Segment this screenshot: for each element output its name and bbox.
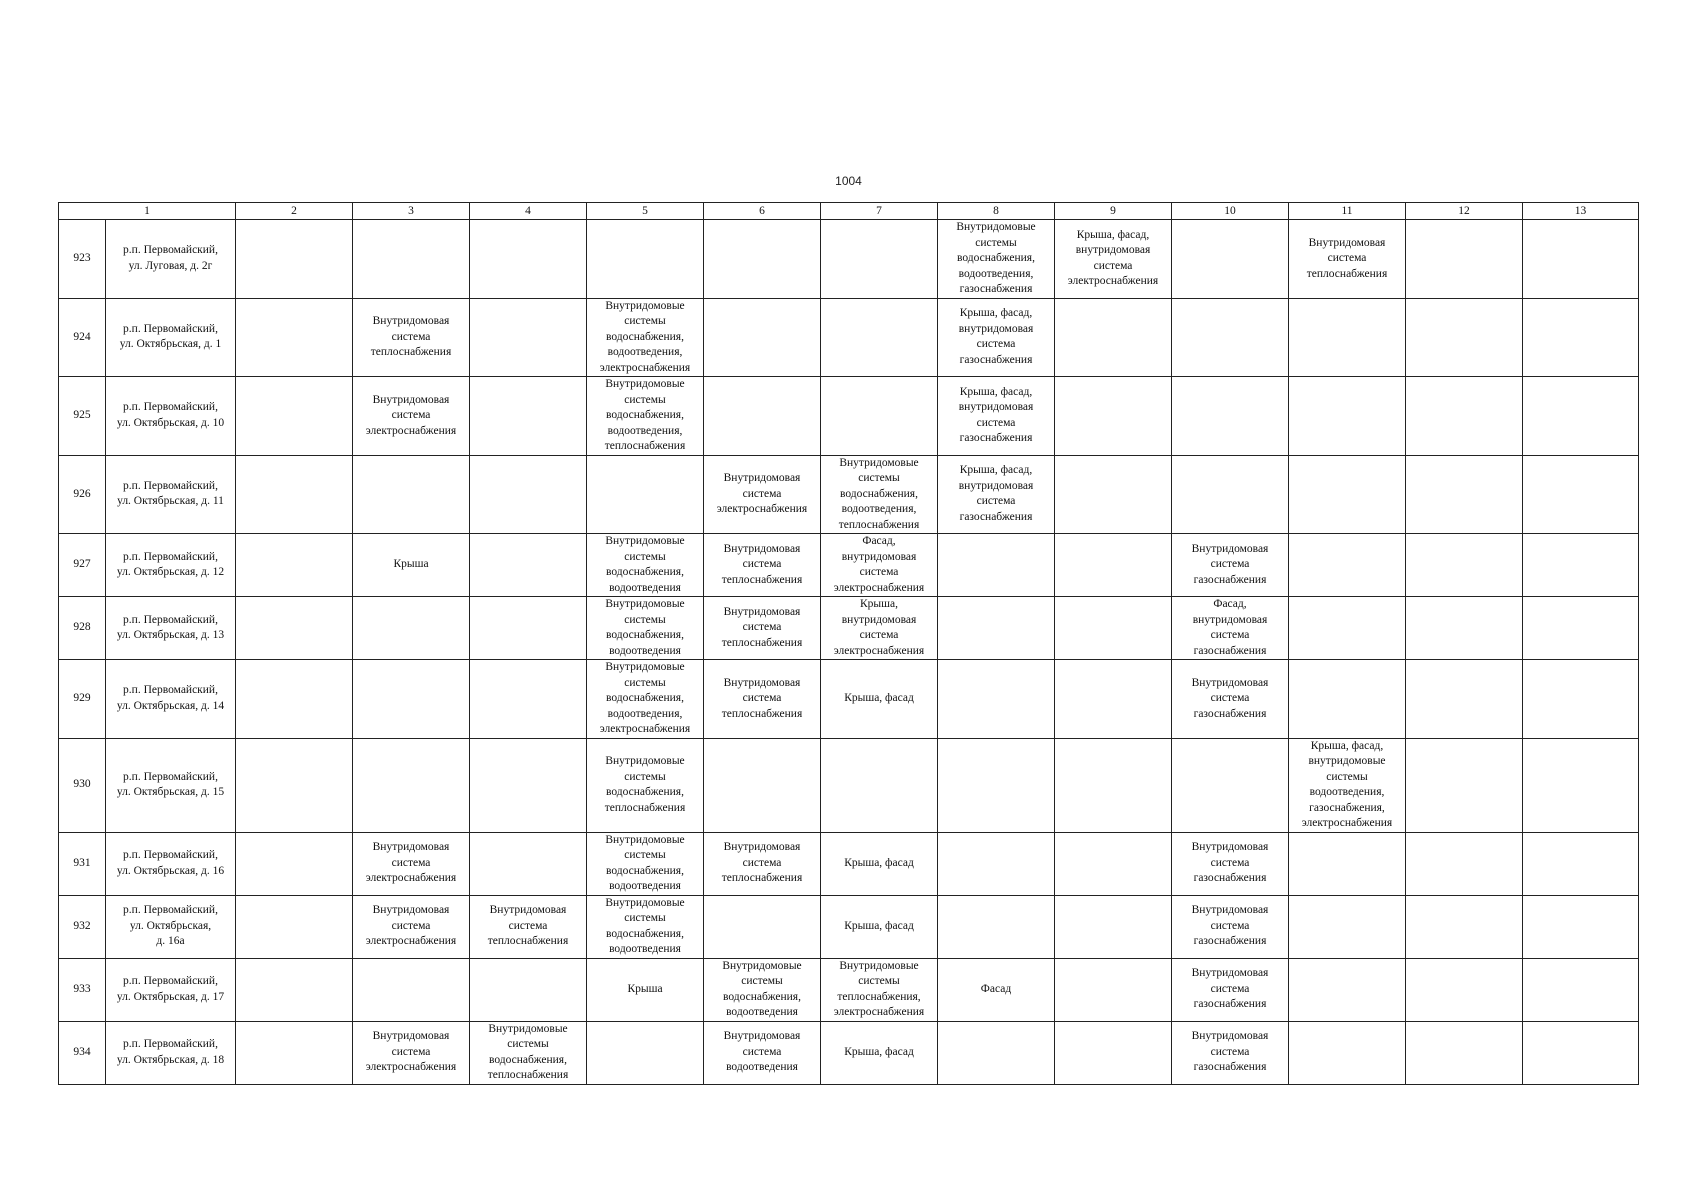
- table-cell: [1172, 220, 1289, 299]
- table-cell: [1406, 220, 1523, 299]
- table-row: [59, 738, 1639, 832]
- row-number: 929: [59, 660, 106, 739]
- table-cell: [1523, 534, 1639, 597]
- table-cell: [353, 660, 470, 739]
- table-cell: [1055, 534, 1172, 597]
- table-cell: [1289, 298, 1406, 377]
- table-cell: [1406, 832, 1523, 895]
- column-header: 7: [821, 203, 938, 220]
- table-cell: Внутридомовая система газоснабжения: [1172, 895, 1289, 958]
- table-cell: [1289, 534, 1406, 597]
- table-cell: Внутридомовая система электроснабжения: [704, 455, 821, 534]
- table-cell: [236, 1021, 353, 1084]
- table-cell: [704, 895, 821, 958]
- table-cell: Внутридомовые системы теплоснабжения, электроснабжения: [821, 958, 938, 1021]
- row-number: 934: [59, 1021, 106, 1084]
- table-cell: Крыша, фасад, внутридомовая система электроснабжения: [1055, 220, 1172, 299]
- table-cell: [470, 958, 587, 1021]
- table-cell: Крыша, фасад: [821, 1021, 938, 1084]
- table-cell: Внутридомовые системы водоснабжения, водоотведения: [587, 832, 704, 895]
- table-cell: [1523, 597, 1639, 660]
- table-cell: [938, 738, 1055, 832]
- table-cell: Внутридомовая система газоснабжения: [1172, 958, 1289, 1021]
- table-cell: Крыша, фасад: [821, 832, 938, 895]
- column-header: 1: [59, 203, 236, 220]
- table-cell: [470, 455, 587, 534]
- table-cell: [1523, 738, 1639, 832]
- row-number: 923: [59, 220, 106, 299]
- table-cell: [938, 895, 1055, 958]
- table-cell: Внутридомовые системы водоснабжения, водоотведения: [704, 958, 821, 1021]
- table-cell: [938, 597, 1055, 660]
- table-cell: [1406, 298, 1523, 377]
- table-cell: [236, 660, 353, 739]
- table-cell: Внутридомовые системы водоснабжения, водоотведения, газоснабжения: [938, 220, 1055, 299]
- table-cell: [1406, 958, 1523, 1021]
- table-cell: [821, 298, 938, 377]
- address-cell: р.п. Первомайский, ул. Октябрьская, д. 15: [106, 738, 236, 832]
- table-cell: [1406, 534, 1523, 597]
- table-cell: [1523, 1021, 1639, 1084]
- column-header: 3: [353, 203, 470, 220]
- address-cell: р.п. Первомайский, ул. Октябрьская, д. 16: [106, 832, 236, 895]
- table-cell: [236, 958, 353, 1021]
- table-cell: [1523, 958, 1639, 1021]
- table-cell: Крыша, фасад, внутридомовая система газоснабжения: [938, 298, 1055, 377]
- table-cell: Внутридомовая система теплоснабжения: [704, 597, 821, 660]
- table-cell: Фасад, внутридомовая система электроснабжения: [821, 534, 938, 597]
- table-cell: Внутридомовые системы водоснабжения, водоотведения: [587, 597, 704, 660]
- table-cell: Внутридомовая система теплоснабжения: [353, 298, 470, 377]
- table-cell: [236, 832, 353, 895]
- table-cell: [236, 220, 353, 299]
- table-cell: [236, 298, 353, 377]
- column-header: 8: [938, 203, 1055, 220]
- table-cell: [353, 455, 470, 534]
- table-cell: [353, 958, 470, 1021]
- table-cell: [1406, 738, 1523, 832]
- table-cell: [1055, 298, 1172, 377]
- table-cell: [1055, 832, 1172, 895]
- column-header: 5: [587, 203, 704, 220]
- table-cell: [587, 220, 704, 299]
- table-cell: Крыша, внутридомовая система электроснабжения: [821, 597, 938, 660]
- table-cell: [1172, 377, 1289, 456]
- table-row: [59, 660, 1639, 739]
- repair-schedule-table: [58, 202, 1639, 1085]
- address-cell: р.п. Первомайский, ул. Октябрьская, д. 14: [106, 660, 236, 739]
- table-cell: [1055, 455, 1172, 534]
- table-cell: [1055, 597, 1172, 660]
- table-cell: Внутридомовая система теплоснабжения: [704, 534, 821, 597]
- table-cell: [1289, 377, 1406, 456]
- table-cell: Внутридомовая система газоснабжения: [1172, 534, 1289, 597]
- table-cell: [1055, 958, 1172, 1021]
- table-cell: [1523, 220, 1639, 299]
- table-cell: [1406, 895, 1523, 958]
- table-row: [59, 220, 1639, 299]
- table-cell: [1523, 298, 1639, 377]
- table-cell: Внутридомовая система электроснабжения: [353, 1021, 470, 1084]
- table-cell: Внутридомовая система водоотведения: [704, 1021, 821, 1084]
- table-cell: Внутридомовая система теплоснабжения: [470, 895, 587, 958]
- table-cell: [236, 895, 353, 958]
- table-cell: Крыша, фасад: [821, 895, 938, 958]
- table-row: [59, 832, 1639, 895]
- table-cell: [1289, 597, 1406, 660]
- table-cell: Внутридомовая система теплоснабжения: [704, 660, 821, 739]
- column-header: 10: [1172, 203, 1289, 220]
- table-cell: Внутридомовые системы водоснабжения, теплоснабжения: [470, 1021, 587, 1084]
- table-cell: [236, 534, 353, 597]
- table-cell: [470, 220, 587, 299]
- table-cell: Крыша, фасад: [821, 660, 938, 739]
- table-cell: [470, 738, 587, 832]
- column-header: 11: [1289, 203, 1406, 220]
- row-number: 928: [59, 597, 106, 660]
- table-cell: Фасад: [938, 958, 1055, 1021]
- table-cell: [1406, 1021, 1523, 1084]
- table-cell: Внутридомовая система газоснабжения: [1172, 660, 1289, 739]
- address-cell: р.п. Первомайский, ул. Октябрьская, д. 10: [106, 377, 236, 456]
- table-cell: [1289, 958, 1406, 1021]
- table-cell: Внутридомовая система электроснабжения: [353, 377, 470, 456]
- table-cell: [1289, 1021, 1406, 1084]
- table-cell: [821, 220, 938, 299]
- table-cell: Внутридомовые системы водоснабжения, водоотведения: [587, 895, 704, 958]
- table-cell: [587, 1021, 704, 1084]
- table-cell: [821, 377, 938, 456]
- address-cell: р.п. Первомайский, ул. Октябрьская, д. 11: [106, 455, 236, 534]
- table-cell: [1289, 660, 1406, 739]
- table-cell: Внутридомовые системы водоснабжения, водоотведения: [587, 534, 704, 597]
- table-cell: Фасад, внутридомовая система газоснабжения: [1172, 597, 1289, 660]
- table-cell: [236, 377, 353, 456]
- table-cell: [1055, 895, 1172, 958]
- table-cell: [1289, 895, 1406, 958]
- table-cell: [353, 220, 470, 299]
- table-cell: [1523, 377, 1639, 456]
- address-cell: р.п. Первомайский, ул. Октябрьская, д. 17: [106, 958, 236, 1021]
- table-cell: Внутридомовая система теплоснабжения: [704, 832, 821, 895]
- table-row: [59, 895, 1639, 958]
- table-cell: [938, 660, 1055, 739]
- column-header: 2: [236, 203, 353, 220]
- table-cell: Внутридомовая система теплоснабжения: [1289, 220, 1406, 299]
- table-cell: Внутридомовые системы водоснабжения, водоотведения, теплоснабжения: [821, 455, 938, 534]
- table-cell: [1523, 895, 1639, 958]
- table-cell: [938, 1021, 1055, 1084]
- row-number: 931: [59, 832, 106, 895]
- row-number: 926: [59, 455, 106, 534]
- table-cell: Крыша, фасад, внутридомовая система газоснабжения: [938, 455, 1055, 534]
- address-cell: р.п. Первомайский, ул. Октябрьская, д. 16а: [106, 895, 236, 958]
- table-cell: [470, 832, 587, 895]
- table-cell: Внутридомовые системы водоснабжения, теплоснабжения: [587, 738, 704, 832]
- row-number: 927: [59, 534, 106, 597]
- table-row: [59, 534, 1639, 597]
- table-cell: [704, 220, 821, 299]
- table-cell: [1406, 455, 1523, 534]
- table-cell: Внутридомовые системы водоснабжения, водоотведения, электроснабжения: [587, 298, 704, 377]
- page-number: 1004: [835, 174, 862, 188]
- address-cell: р.п. Первомайский, ул. Октябрьская, д. 12: [106, 534, 236, 597]
- row-number: 925: [59, 377, 106, 456]
- table-cell: [1406, 660, 1523, 739]
- table-cell: Внутридомовые системы водоснабжения, водоотведения, электроснабжения: [587, 660, 704, 739]
- table-cell: [1055, 660, 1172, 739]
- row-number: 924: [59, 298, 106, 377]
- table-cell: [1523, 660, 1639, 739]
- table-cell: [821, 738, 938, 832]
- address-cell: р.п. Первомайский, ул. Октябрьская, д. 13: [106, 597, 236, 660]
- table-row: [59, 377, 1639, 456]
- table-cell: Крыша: [353, 534, 470, 597]
- column-header: 6: [704, 203, 821, 220]
- table-body: [59, 220, 1639, 1085]
- table-cell: [1406, 377, 1523, 456]
- table-cell: Внутридомовая система газоснабжения: [1172, 1021, 1289, 1084]
- table-cell: [1172, 738, 1289, 832]
- row-number: 930: [59, 738, 106, 832]
- table-cell: [1055, 377, 1172, 456]
- table-cell: [1289, 455, 1406, 534]
- table-cell: [470, 660, 587, 739]
- table-cell: [353, 597, 470, 660]
- table-cell: [938, 832, 1055, 895]
- table-row: [59, 298, 1639, 377]
- table-cell: [353, 738, 470, 832]
- table-cell: [1523, 832, 1639, 895]
- table-cell: [236, 738, 353, 832]
- table-row: [59, 597, 1639, 660]
- address-cell: р.п. Первомайский, ул. Октябрьская, д. 1: [106, 298, 236, 377]
- table-cell: [587, 455, 704, 534]
- table-cell: [470, 298, 587, 377]
- table-cell: Крыша, фасад, внутридомовая система газоснабжения: [938, 377, 1055, 456]
- table-cell: [1523, 455, 1639, 534]
- column-header: 4: [470, 203, 587, 220]
- table-cell: [1055, 1021, 1172, 1084]
- row-number: 932: [59, 895, 106, 958]
- column-header: 13: [1523, 203, 1639, 220]
- table-cell: [236, 455, 353, 534]
- table-cell: [1172, 455, 1289, 534]
- table-row: [59, 455, 1639, 534]
- address-cell: р.п. Первомайский, ул. Луговая, д. 2г: [106, 220, 236, 299]
- table-cell: [1289, 832, 1406, 895]
- table-cell: [938, 534, 1055, 597]
- table-cell: Внутридомовые системы водоснабжения, водоотведения, теплоснабжения: [587, 377, 704, 456]
- header-row: [59, 203, 1639, 220]
- table-row: [59, 1021, 1639, 1084]
- table-cell: [470, 377, 587, 456]
- table-cell: [704, 738, 821, 832]
- table-cell: [236, 597, 353, 660]
- table-cell: Внутридомовая система электроснабжения: [353, 832, 470, 895]
- column-header: 12: [1406, 203, 1523, 220]
- row-number: 933: [59, 958, 106, 1021]
- table-cell: Внутридомовая система электроснабжения: [353, 895, 470, 958]
- address-cell: р.п. Первомайский, ул. Октябрьская, д. 18: [106, 1021, 236, 1084]
- table-cell: [470, 597, 587, 660]
- table-cell: [704, 298, 821, 377]
- table-cell: [1172, 298, 1289, 377]
- table-cell: [1055, 738, 1172, 832]
- table-row: [59, 958, 1639, 1021]
- table-cell: [704, 377, 821, 456]
- table-cell: [470, 534, 587, 597]
- table-cell: Крыша: [587, 958, 704, 1021]
- table-cell: Внутридомовая система газоснабжения: [1172, 832, 1289, 895]
- table-cell: [1406, 597, 1523, 660]
- table-cell: Крыша, фасад, внутридомовые системы водоотведения, газоснабжения, электроснабжения: [1289, 738, 1406, 832]
- column-header: 9: [1055, 203, 1172, 220]
